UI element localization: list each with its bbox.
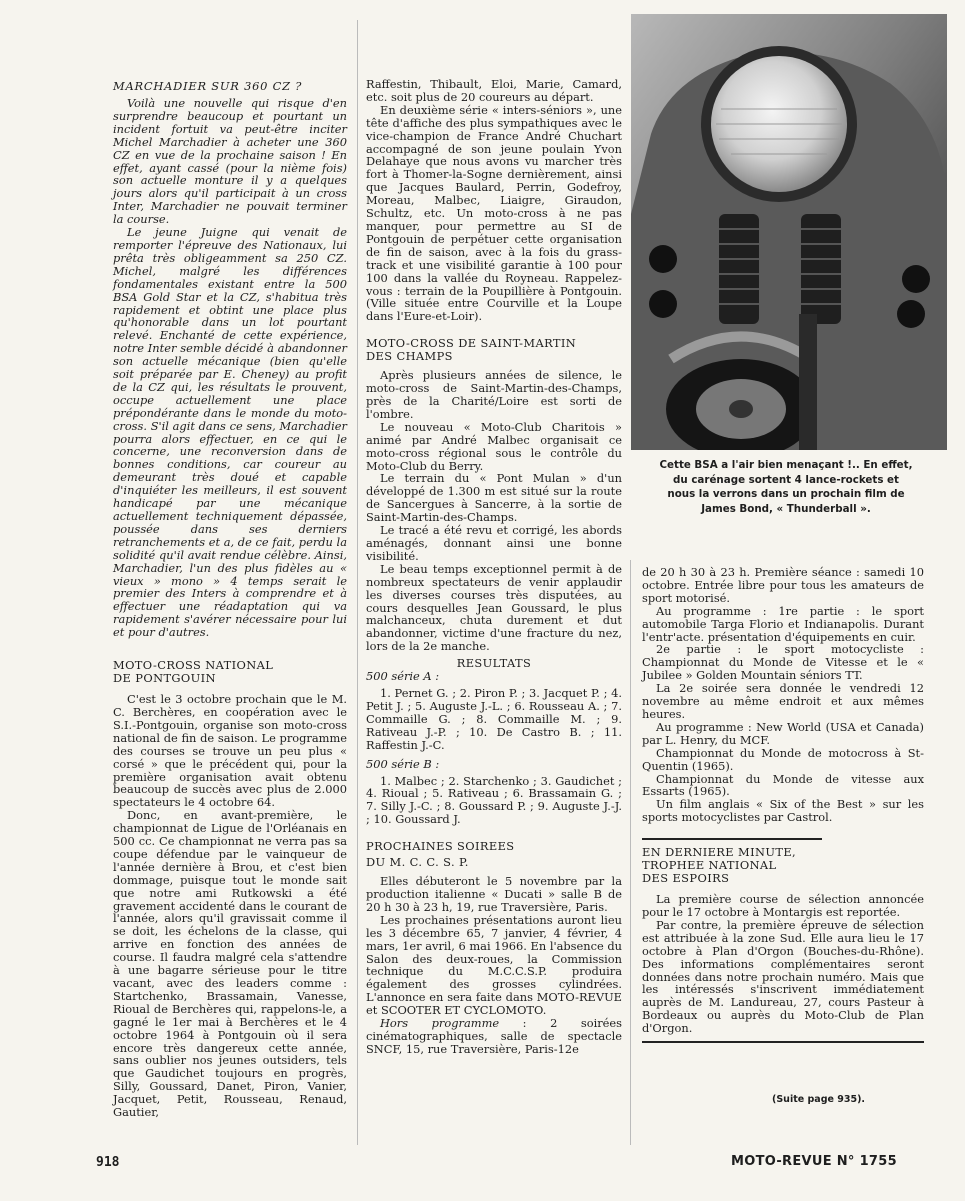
paragraph: C'est le 3 octobre prochain que le M. C. Berchères, en coopération avec le S.I.-Pontgouin, organise son moto-cross national de fin de saison. Le programme des courses se trouve un peu plus « corsé » que le précédent qui, pour la première organisation avait obtenu beaucoup de succès avec plus de 2.000 spectateurs le 4 octobre 64.: [113, 692, 347, 810]
paragraph: Elles débuteront le 5 novembre par la production italienne « Ducati » salle B de 20 h 30 à 23 h, 19, rue Traversière, Paris.: [366, 874, 622, 914]
paragraph: Championnat du Monde de motocross à St-Quentin (1965).: [642, 745, 924, 773]
heading-derniere-minute-c: DES ESPOIRS: [642, 871, 730, 886]
heading-derniere-minute-a: EN DERNIERE MINUTE,: [642, 845, 797, 860]
paragraph: Le tracé a été revu et corrigé, les abords aménagés, donnant ainsi une bonne visibilité.: [366, 523, 622, 563]
paragraph: Par contre, la première épreuve de sélection est attribuée à la zone Sud. Elle aura lieu le 17 octobre à Plan d'Orgon (Bouches-du-Rhône). Des informations complémentaires seront données dans notre prochain numéro. Mais que les intéressés s'inscrivent immédiatement auprès de M. Landureau, 27, cours Pasteur à Bordeaux ou auprès du Moto-Club de Plan d'Orgon.: [642, 917, 924, 1036]
paragraph: Voilà une nouvelle qui risque d'en surprendre beaucoup et pourtant un incident fortuit va peut-être inciter Michel Marchadier à acheter une 360 CZ en vue de la prochaine saison ! En effet, ayant cassé (pour la nième fois) son actuelle monture il y a quelques jours alors qu'il participait à un cross Inter, Marchadier ne pouvait terminer la course.: [113, 96, 347, 227]
column-divider: [630, 560, 631, 1145]
results-series-a: 1. Pernet G. ; 2. Piron P. ; 3. Jacquet P. ; 4. Petit J. ; 5. Auguste J.-L. ; 6. Rousseau A. ; 7. Commaille G. ; 8. Commaille M. ; 9. Rativeau J.-P. ; 10. De Castro B. ; 11. Raffestin J.-C.: [366, 686, 622, 752]
paragraph: Le beau temps exceptionnel permit à de nombreux spectateurs de venir applaudir les diverses courses très disputées, au cours desquelles Jean Goussard, le plus malchanceux, chuta durement et dut abandonner, victime d'une fracture du nez, lors de la 2e manche.: [366, 561, 622, 654]
paragraph: Au programme : New World (USA et Canada) par L. Henry, du MCF.: [642, 719, 924, 747]
column-middle: [366, 78, 622, 1056]
heading-saint-martin-b: DES CHAMPS: [366, 349, 453, 364]
heading-saint-martin-a: MOTO-CROSS DE SAINT-MARTIN: [366, 336, 577, 351]
paragraph: En deuxième série « inters-séniors », une tête d'affiche des plus sympathiques avec le vice-champion de France André Chuchart accompagné de son jeune poulain Yvon Delahaye que nous avons vu marcher très fort à Thomer-la-Sogne dernièrement, ainsi que Jacques Baulard, Perrin, Godefroy, Moreau, Malbec, Liaigre, Giraudon, Schultz, etc. Un moto-cross à ne pas manquer, pour permettre au SI de Pontgouin de perpétuer cette organisation de fin de saison, avec à la fois du grass-track et une visibilité garantie à 100 pour 100 dans la vallée du Royneau. Rappelez-vous : terrain de la Poupillière à Pontgouin. (Ville située entre Courville et la Loupe dans l'Eure-et-Loir).: [366, 102, 622, 324]
paragraph: Le jeune Juigne qui venait de remporter l'épreuve des Nationaux, lui prêta très obligeamment sa 250 CZ. Michel, malgré les différences fondamentales existant entre la 500 BSA Gold Star et la CZ, s'habitua très rapidement et obtint une place plus qu'honorable dans un lot pourtant relevé. Enchanté de cette expérience, notre Inter semble décidé à abandonner son actuelle mécanique (bien qu'elle soit préparée par E. Cheney) au profit de la CZ qui, les résultats le prouvent, occupe actuellement une place prépondérante dans le monde du moto-cross. S'il agit dans ce sens, Marchadier pourra alors effectuer, en ce qui le concerne, une reconversion dans de bonnes conditions, car coureur au demeurant très doué et capable d'inquiéter les meilleurs, il est souvent handicapé par une mécanique actuellement techniquement dépassée, poussée dans ses derniers retranchements et a, de ce fait, perdu la solidité qu'il avait rendue célèbre. Ainsi, Marchadier, l'un des plus fidèles au « vieux » mono » 4 temps serait le premier des Inters à comprendre et à effectuer une réadaptation qui va rapidement s'avérer nécessaire pour lui et pour d'autres.: [113, 225, 347, 640]
page-number: 918: [96, 1155, 120, 1170]
continued-note: (Suite page 935).: [772, 1094, 866, 1105]
paragraph: Le terrain du « Pont Mulan » d'un développé de 1.300 m est situé sur la route de Sancergues à Sancerre, à la sortie de Saint-Martin-des-Champs.: [366, 471, 622, 525]
heading-marchadier: MARCHADIER SUR 360 CZ ?: [113, 79, 303, 93]
motorcycle-photo: [631, 14, 947, 450]
column-right: [642, 566, 924, 1043]
paragraph: Championnat du Monde de vitesse aux Essarts (1965).: [642, 771, 924, 799]
paragraph-hors-programme: [366, 1017, 622, 1056]
section-rule: [642, 838, 822, 840]
paragraph: Les prochaines présentations auront lieu les 3 décembre 65, 7 janvier, 4 février, 4 mars, 1er avril, 6 mai 1966. En l'absence du Salon des deux-roues, la Commission technique du M.C.C.S.P. produira également des grosses cylindrées. L'annonce en sera faite dans MOTO-REVUE et SCOOTER ET CYCLOMOTO.: [366, 912, 622, 1018]
photo-caption: Cette BSA a l'air bien menaçant !.. En effet, du carénage sortent 4 lance-rockets et nous la verrons dans un prochain film de James Bond, « Thunderball ».: [659, 459, 913, 515]
hors-programme-label: Hors programme: [380, 1016, 500, 1031]
series-a-label: 500 série A :: [366, 669, 440, 684]
paragraph: de 20 h 30 à 23 h. Première séance : samedi 10 octobre. Entrée libre pour tous les amateurs de sport motorisé.: [642, 565, 924, 605]
heading-soirees-b: DU M. C. C. S. P.: [366, 855, 469, 870]
series-b-label: 500 série B :: [366, 756, 440, 771]
paragraph: Le nouveau « Moto-Club Charitois » animé par André Malbec organisait ce moto-cross régional sous le contrôle du Moto-Club du Berry.: [366, 419, 622, 473]
heading-pontgouin-b: DE PONTGOUIN: [113, 671, 216, 686]
paragraph: Au programme : 1re partie : le sport automobile Targa Florio et Indianapolis. Durant l'entr'acte. présentation d'équipements en cuir.: [642, 603, 924, 644]
heading-derniere-minute-b: TROPHEE NATIONAL: [642, 858, 777, 873]
paragraph: Après plusieurs années de silence, le moto-cross de Saint-Martin-des-Champs, près de la Charité/Loire est sorti de l'ombre.: [366, 368, 622, 421]
heading-pontgouin-a: MOTO-CROSS NATIONAL: [113, 658, 274, 673]
heading-soirees-a: PROCHAINES SOIREES: [366, 839, 515, 854]
column-left: [113, 80, 347, 1119]
paragraph: La 2e soirée sera donnée le vendredi 12 novembre au même endroit et aux mêmes heures.: [642, 681, 924, 721]
heading-resultats: RESULTATS: [456, 656, 532, 671]
magazine-footer: MOTO-REVUE N° 1755: [731, 1154, 897, 1169]
paragraph: La première course de sélection annoncée pour le 17 octobre à Montargis est reportée.: [642, 892, 924, 920]
bsa-motorcycle-illustration: [631, 14, 947, 450]
paragraph: Raffestin, Thibault, Eloi, Marie, Camard, etc. soit plus de 20 coureurs au départ.: [366, 77, 622, 104]
paragraph: Un film anglais « Six of the Best » sur les sports motocyclistes par Castrol.: [642, 797, 924, 825]
column-divider: [357, 20, 358, 1145]
hors-programme-text: : 2 soirées cinématographiques, salle de spectacle SNCF, 15, rue Traversière, Paris-12e: [366, 1016, 622, 1056]
results-series-b: 1. Malbec ; 2. Starchenko ; 3. Gaudichet ; 4. Rioual ; 5. Rativeau ; 6. Brassamain G. ; 7. Silly J.-C. ; 8. Goussard P. ; 9. Auguste J.-J. ; 10. Goussard J.: [366, 773, 622, 827]
paragraph: 2e partie : le sport motocycliste : Championnat du Monde de Vitesse et le « Jubilee » Golden Mountain séniors TT.: [642, 642, 924, 683]
paragraph: Donc, en avant-première, le championnat de Ligue de l'Orléanais en 500 cc. Ce championnat ne verra pas sa coupe défendue par le vainqueur de l'année dernière à Brou, et c'est bien dommage, puisque tout le monde sait que notre ami Rutkowski a été gravement accidenté dans le courant de l'année, alors qu'il gravissait comme il se doit, les échelons de la classe, qui arrive en fonction des années de course. Il faudra malgré cela s'attendre à une bagarre sérieuse pour le titre vacant, avec des leaders comme : Startchenko, Brassamain, Vanesse, Rioual de Berchères qui, rappelons-le, a gagné le 1er mai à Berchères et le 4 octobre 1964 à Pontgouin où il sera encore très dangereux cette année, sans oublier nos jeunes outsiders, tels que Gaudichet toujours en progrès, Silly, Goussard, Danet, Piron, Vanier, Jacquet, Petit, Rousseau, Renaud, Gautier,: [113, 808, 347, 1120]
section-rule: [642, 1041, 924, 1043]
